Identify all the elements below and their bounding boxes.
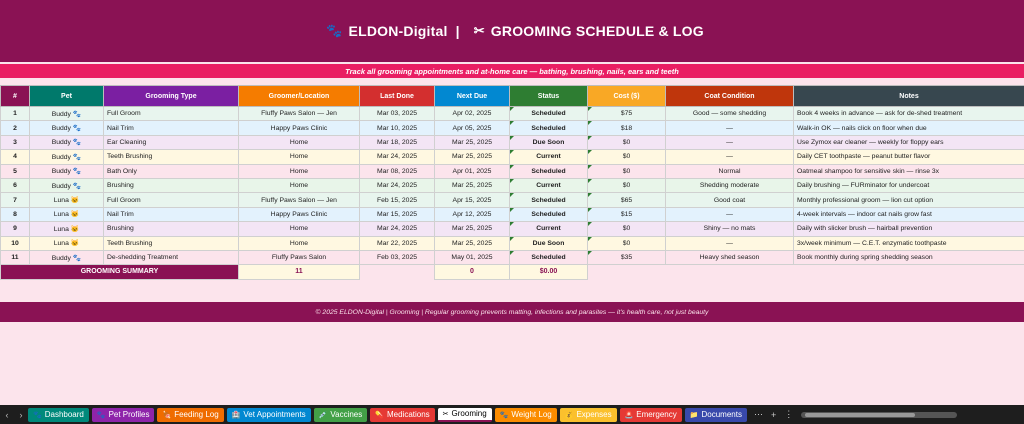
cell-coat[interactable]: — [666, 236, 794, 250]
cell-groomer[interactable]: Happy Paws Clinic [239, 207, 360, 221]
brand-name: ELDON-Digital [348, 23, 448, 39]
sheet-tab-feeding-log[interactable] [157, 408, 223, 422]
column-header[interactable]: Groomer/Location [239, 86, 360, 107]
cell-status[interactable]: Scheduled [510, 207, 588, 221]
cell-last[interactable]: Mar 10, 2025 [360, 121, 435, 135]
paw-icon: 🐾 [96, 411, 106, 419]
sheet-tab-label: Vet Appointments [243, 410, 306, 419]
money-icon: 💰 [564, 411, 574, 419]
column-header[interactable]: Status [510, 86, 588, 107]
cell-num[interactable]: 11 [1, 250, 30, 264]
sheet-tab-vaccines[interactable] [314, 408, 368, 422]
sheet-tab-label: Grooming [451, 409, 487, 418]
cell-last[interactable]: Mar 24, 2025 [360, 150, 435, 164]
cell-notes[interactable]: Book 4 weeks in advance — ask for de-shed treatment [794, 107, 1024, 121]
cell-coat[interactable]: Good coat [666, 193, 794, 207]
cell-last[interactable]: Mar 08, 2025 [360, 164, 435, 178]
sheet-tab-documents[interactable] [685, 408, 747, 422]
column-header[interactable]: Grooming Type [104, 86, 239, 107]
column-header[interactable]: Next Due [435, 86, 510, 107]
page-subtitle: Track all grooming appointments and at-home care — bathing, brushing, nails, ears and teeth [0, 64, 1024, 78]
cell-status[interactable]: Scheduled [510, 193, 588, 207]
cell-coat[interactable]: — [666, 207, 794, 221]
table-row [1, 135, 1024, 149]
cell-notes[interactable]: Walk-in OK — nails click on floor when due [794, 121, 1024, 135]
cell-notes[interactable]: Daily with slicker brush — hairball prevention [794, 222, 1024, 236]
cell-type[interactable]: Teeth Brushing [104, 150, 239, 164]
cell-cost[interactable]: $18 [588, 121, 666, 135]
column-header[interactable]: Notes [794, 86, 1024, 107]
cell-coat[interactable]: Heavy shed season [666, 250, 794, 264]
more-options-icon[interactable]: ⋮ [784, 409, 794, 419]
cell-pet[interactable]: Luna 🐱 [30, 193, 104, 207]
summary-cost[interactable]: $0.00 [510, 265, 588, 279]
cell-next[interactable]: Apr 15, 2025 [435, 193, 510, 207]
cell-next[interactable]: Mar 25, 2025 [435, 135, 510, 149]
table-row [1, 236, 1024, 250]
cell-num[interactable]: 9 [1, 222, 30, 236]
sheet-tab-bar [0, 405, 1024, 424]
cell-next[interactable]: Mar 25, 2025 [435, 222, 510, 236]
horizontal-scrollbar[interactable] [801, 412, 957, 418]
sheet-tab-expenses[interactable] [560, 408, 617, 422]
sheet-tabs [28, 408, 750, 422]
cell-last[interactable]: Feb 03, 2025 [360, 250, 435, 264]
sheet-tab-grooming[interactable] [438, 408, 492, 422]
cell-num[interactable]: 5 [1, 164, 30, 178]
sheet-tab-label: Medications [386, 410, 430, 419]
paw-icon: 🐾 [499, 411, 509, 419]
cell-pet[interactable]: Buddy 🐾 [30, 164, 104, 178]
chevron-right-icon[interactable]: › [19, 409, 23, 420]
scissors-icon: ✂ [473, 23, 485, 38]
cell-notes[interactable]: Oatmeal shampoo for sensitive skin — rinse 3x [794, 164, 1024, 178]
grooming-table [0, 85, 1024, 280]
cell-status[interactable]: Current [510, 222, 588, 236]
cell-cost[interactable]: $35 [588, 250, 666, 264]
table-row [1, 107, 1024, 121]
summary-due[interactable]: 0 [435, 265, 510, 279]
sheet-tab-label: Weight Log [511, 410, 552, 419]
cell-type[interactable]: Brushing [104, 178, 239, 192]
cell-groomer[interactable]: Home [239, 178, 360, 192]
cell-type[interactable]: Full Groom [104, 107, 239, 121]
page-title-bar [0, 0, 1024, 62]
cell-status[interactable]: Scheduled [510, 164, 588, 178]
page-title: GROOMING SCHEDULE & LOG [490, 23, 704, 39]
cell-notes[interactable]: 3x/week minimum — C.E.T. enzymatic toothpaste [794, 236, 1024, 250]
sheet-tab-label: Expenses [576, 410, 612, 419]
sheet-tab-label: Pet Profiles [108, 410, 150, 419]
cell-last[interactable]: Mar 24, 2025 [360, 178, 435, 192]
cell-type[interactable]: Brushing [104, 222, 239, 236]
cell-cost[interactable]: $0 [588, 178, 666, 192]
cell-status[interactable]: Due Soon [510, 135, 588, 149]
table-row [1, 164, 1024, 178]
table-row [1, 250, 1024, 264]
paw-icon: 🐾 [326, 23, 343, 38]
cell-num[interactable]: 7 [1, 193, 30, 207]
cell-type[interactable]: Ear Cleaning [104, 135, 239, 149]
alert-icon: 🚨 [624, 411, 634, 419]
bowl-icon: 🍖 [162, 411, 172, 419]
cell-next[interactable]: Apr 01, 2025 [435, 164, 510, 178]
cell-notes[interactable]: Daily CET toothpaste — peanut butter flavor [794, 150, 1024, 164]
scissors-icon: ✂ [442, 410, 449, 418]
sheet-tab-emergency[interactable] [620, 408, 682, 422]
cell-cost[interactable]: $0 [588, 150, 666, 164]
table-row [1, 178, 1024, 192]
cell-type[interactable]: Bath Only [104, 164, 239, 178]
page-footer: © 2025 ELDON-Digital | Grooming | Regular grooming prevents matting, infections and parasites — it's health care, not just beauty [0, 302, 1024, 322]
paw-icon: 🐾 [33, 411, 42, 419]
pill-icon: 💊 [375, 411, 384, 419]
column-header[interactable]: Coat Condition [666, 86, 794, 107]
sheet-tab-label: Documents [701, 410, 742, 419]
cell-next[interactable]: Apr 12, 2025 [435, 207, 510, 221]
cell-status[interactable]: Current [510, 178, 588, 192]
cell-pet[interactable]: Buddy 🐾 [30, 121, 104, 135]
cell-notes[interactable]: 4-week intervals — indoor cat nails grow fast [794, 207, 1024, 221]
summary-row [1, 265, 1024, 279]
cell-num[interactable]: 1 [1, 107, 30, 121]
cell-next[interactable]: Mar 25, 2025 [435, 236, 510, 250]
chevron-left-icon[interactable]: ‹ [5, 409, 9, 420]
cell-notes[interactable]: Daily brushing — FURminator for undercoat [794, 178, 1024, 192]
cell-notes[interactable]: Monthly professional groom — lion cut option [794, 193, 1024, 207]
add-sheet-icon[interactable]: + [770, 409, 777, 420]
cell-groomer[interactable]: Fluffy Paws Salon [239, 250, 360, 264]
cell-cost[interactable]: $65 [588, 193, 666, 207]
cell-num[interactable]: 6 [1, 178, 30, 192]
table-row [1, 222, 1024, 236]
cell-last[interactable]: Mar 22, 2025 [360, 236, 435, 250]
cell-pet[interactable]: Buddy 🐾 [30, 107, 104, 121]
cell-num[interactable]: 10 [1, 236, 30, 250]
cell-last[interactable]: Mar 18, 2025 [360, 135, 435, 149]
column-header[interactable]: Cost ($) [588, 86, 666, 107]
cell-last[interactable]: Mar 24, 2025 [360, 222, 435, 236]
hospital-icon: 🏥 [231, 411, 241, 419]
table-row [1, 207, 1024, 221]
cell-groomer[interactable]: Home [239, 222, 360, 236]
cell-coat[interactable]: Shedding moderate [666, 178, 794, 192]
cell-status[interactable]: Scheduled [510, 107, 588, 121]
cell-next[interactable]: May 01, 2025 [435, 250, 510, 264]
cell-last[interactable]: Mar 03, 2025 [360, 107, 435, 121]
cell-coat[interactable]: — [666, 135, 794, 149]
cell-groomer[interactable]: Home [239, 135, 360, 149]
cell-last[interactable]: Feb 15, 2025 [360, 193, 435, 207]
cell-coat[interactable]: Good — some shedding [666, 107, 794, 121]
cell-groomer[interactable]: Fluffy Paws Salon — Jen [239, 193, 360, 207]
cell-last[interactable]: Mar 15, 2025 [360, 207, 435, 221]
folder-icon: 📁 [689, 411, 699, 419]
cell-type[interactable]: Teeth Brushing [104, 236, 239, 250]
sheet-tab-medications[interactable] [370, 408, 434, 422]
cell-cost[interactable]: $0 [588, 222, 666, 236]
summary-label: GROOMING SUMMARY [1, 265, 239, 279]
cell-pet[interactable]: Luna 🐱 [30, 236, 104, 250]
sheet-tab-label: Dashboard [44, 410, 84, 419]
cell-next[interactable]: Apr 05, 2025 [435, 121, 510, 135]
header-row [1, 86, 1024, 107]
cell-pet[interactable]: Buddy 🐾 [30, 150, 104, 164]
cell-pet[interactable]: Buddy 🐾 [30, 135, 104, 149]
cell-coat[interactable]: — [666, 150, 794, 164]
cell-cost[interactable]: $0 [588, 135, 666, 149]
cell-groomer[interactable]: Fluffy Paws Salon — Jen [239, 107, 360, 121]
cell-coat[interactable]: Shiny — no mats [666, 222, 794, 236]
cell-pet[interactable]: Luna 🐱 [30, 207, 104, 221]
cell-num[interactable]: 2 [1, 121, 30, 135]
sheet-tab-vet-appointments[interactable] [227, 408, 311, 422]
cell-cost[interactable]: $15 [588, 207, 666, 221]
cell-notes[interactable]: Use Zymox ear cleaner — weekly for floppy ears [794, 135, 1024, 149]
title-separator: | [455, 23, 460, 39]
cell-next[interactable]: Apr 02, 2025 [435, 107, 510, 121]
column-header[interactable]: Last Done [360, 86, 435, 107]
cell-groomer[interactable]: Home [239, 164, 360, 178]
cell-type[interactable]: De-shedding Treatment [104, 250, 239, 264]
cell-pet[interactable]: Buddy 🐾 [30, 178, 104, 192]
cell-cost[interactable]: $0 [588, 164, 666, 178]
cell-groomer[interactable]: Home [239, 150, 360, 164]
cell-type[interactable]: Nail Trim [104, 121, 239, 135]
column-header[interactable]: # [1, 86, 30, 107]
cell-cost[interactable]: $0 [588, 236, 666, 250]
sheet-tab-dashboard[interactable] [28, 408, 89, 422]
sheet-tab-weight-log[interactable] [495, 408, 557, 422]
more-tabs-icon[interactable]: ⋯ [753, 409, 763, 419]
table-row [1, 193, 1024, 207]
table-row [1, 150, 1024, 164]
cell-status[interactable]: Due Soon [510, 236, 588, 250]
summary-total[interactable]: 11 [239, 265, 360, 279]
sheet-tab-label: Emergency [636, 410, 677, 419]
cell-num[interactable]: 4 [1, 150, 30, 164]
cell-notes[interactable]: Book monthly during spring shedding season [794, 250, 1024, 264]
column-header[interactable]: Pet [30, 86, 104, 107]
cell-status[interactable]: Scheduled [510, 250, 588, 264]
cell-pet[interactable]: Luna 🐱 [30, 222, 104, 236]
cell-num[interactable]: 3 [1, 135, 30, 149]
sheet-tab-pet-profiles[interactable] [92, 408, 155, 422]
cell-coat[interactable]: Normal [666, 164, 794, 178]
syringe-icon: 💉 [318, 411, 328, 419]
cell-groomer[interactable]: Happy Paws Clinic [239, 121, 360, 135]
cell-pet[interactable]: Buddy 🐾 [30, 250, 104, 264]
table-row [1, 121, 1024, 135]
cell-status[interactable]: Scheduled [510, 121, 588, 135]
cell-num[interactable]: 8 [1, 207, 30, 221]
cell-coat[interactable]: — [666, 121, 794, 135]
cell-type[interactable]: Full Groom [104, 193, 239, 207]
cell-next[interactable]: Mar 25, 2025 [435, 150, 510, 164]
sheet-tab-label: Vaccines [330, 410, 363, 419]
cell-next[interactable]: Mar 25, 2025 [435, 178, 510, 192]
cell-groomer[interactable]: Home [239, 236, 360, 250]
cell-status[interactable]: Current [510, 150, 588, 164]
sheet-tab-label: Feeding Log [174, 410, 219, 419]
cell-type[interactable]: Nail Trim [104, 207, 239, 221]
cell-cost[interactable]: $75 [588, 107, 666, 121]
